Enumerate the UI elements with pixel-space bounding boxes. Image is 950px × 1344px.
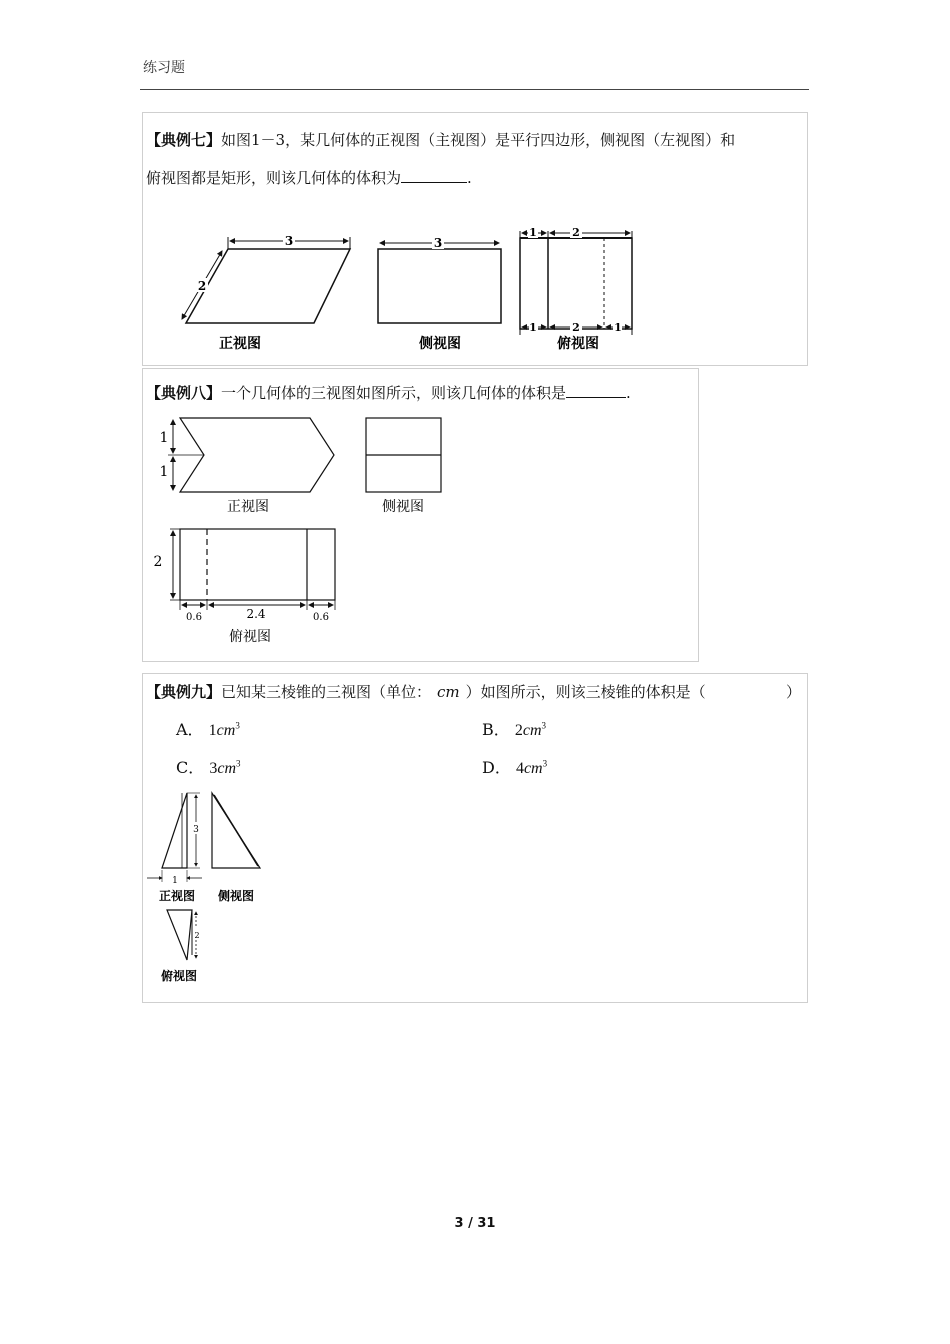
example9-side-label: 侧视图 (217, 889, 255, 903)
example7-tail: . (467, 169, 472, 187)
option-d[interactable] (482, 755, 547, 778)
example7-front-parallelogram (186, 249, 350, 323)
example7-front-top-dim: 3 (284, 234, 294, 248)
example7-front-label: 正视图 (219, 336, 261, 352)
example8-text (146, 383, 631, 403)
example8-figure (142, 410, 699, 660)
example8-tag: 【典例八】 (146, 384, 222, 402)
option-c-num: 3 (209, 760, 218, 777)
example7-question-line2: 俯视图都是矩形，则该几何体的体积为 (146, 169, 402, 187)
example8-top-rect (180, 529, 335, 600)
example8-answer-blank (566, 383, 626, 398)
option-c-exp: 3 (236, 758, 241, 769)
example7-top-lower-right-dim: 1 (614, 321, 622, 334)
option-b-num: 2 (514, 722, 523, 739)
example7-figure (142, 225, 808, 365)
example8-top-height-dim: 2 (153, 554, 163, 570)
example9-question-after: ）如图所示，则该三棱锥的体积是（ (465, 683, 706, 701)
example7-tag: 【典例七】 (146, 131, 222, 149)
example7-top-rect (520, 238, 632, 329)
header-rule (140, 89, 809, 90)
option-a-exp: 3 (235, 720, 240, 731)
example8-question: 一个几何体的三视图如图所示，则该几何体的体积是 (221, 384, 567, 402)
example8-top-mid-dim: 2.4 (246, 607, 266, 621)
example7-side-label: 侧视图 (419, 336, 461, 352)
example8-front-dim-top: 1 (159, 430, 169, 446)
example9-question-before: 已知某三棱锥的三视图（单位： (221, 683, 432, 701)
example8-top-right-dim: 0.6 (313, 612, 329, 623)
example7-answer-blank (401, 168, 467, 183)
option-a-letter: A． (176, 720, 204, 739)
header-title: 练习题 (143, 60, 185, 76)
option-b[interactable] (482, 717, 546, 740)
example8-top-left-dim: 0.6 (186, 612, 202, 623)
option-d-letter: D． (482, 758, 511, 777)
example9-figure (142, 790, 282, 990)
example8-front-dim-bottom: 1 (159, 464, 169, 480)
option-a-unit: cm (216, 722, 236, 739)
example9-top-dim: 2 (194, 931, 200, 940)
option-b-letter: B． (482, 720, 510, 739)
example9-close-paren: ） (786, 683, 802, 701)
example7-top-label: 俯视图 (557, 336, 599, 352)
example7-front-slant-dim: 2 (197, 279, 207, 293)
example8-front-label: 正视图 (227, 499, 269, 515)
example9-top-label: 俯视图 (160, 969, 198, 983)
example9-top-triangle (167, 910, 192, 960)
option-b-unit: cm (522, 722, 542, 739)
option-b-exp: 3 (541, 720, 547, 731)
example7-side-top-dim: 3 (433, 236, 443, 250)
option-c-letter: C． (176, 758, 205, 777)
option-a[interactable] (176, 717, 240, 740)
example7-text-line2 (146, 168, 472, 188)
option-d-num: 4 (515, 760, 524, 777)
example7-question-line1: 如图1－3，某几何体的正视图（主视图）是平行四边形，侧视图（左视图）和 (221, 131, 736, 149)
example9-front-width-dim: 1 (172, 876, 178, 886)
page-number: 3 / 31 (454, 1216, 496, 1231)
example8-top-label: 俯视图 (229, 629, 271, 645)
option-c-unit: cm (217, 760, 236, 777)
example7-text-line1 (146, 130, 735, 150)
example9-front-height-dim: 3 (193, 825, 199, 835)
example9-front-triangle (162, 793, 187, 868)
option-d-exp: 3 (542, 758, 548, 769)
example9-text (146, 682, 706, 702)
example8-tail: . (626, 384, 631, 402)
example7-top-upper-left-dim: 1 (529, 226, 537, 239)
example7-side-rect (378, 249, 501, 323)
example7-top-lower-left-dim: 1 (529, 321, 537, 334)
option-c[interactable] (176, 755, 241, 778)
example7-top-lower-mid-dim: 2 (572, 321, 580, 334)
example9-front-label: 正视图 (158, 889, 196, 903)
example7-top-upper-mid-dim: 2 (572, 226, 580, 239)
option-d-unit: cm (523, 760, 543, 777)
example8-side-label: 侧视图 (382, 499, 424, 515)
example9-unit: cm (437, 683, 460, 701)
option-a-num: 1 (208, 722, 217, 739)
example9-tag: 【典例九】 (146, 683, 222, 701)
